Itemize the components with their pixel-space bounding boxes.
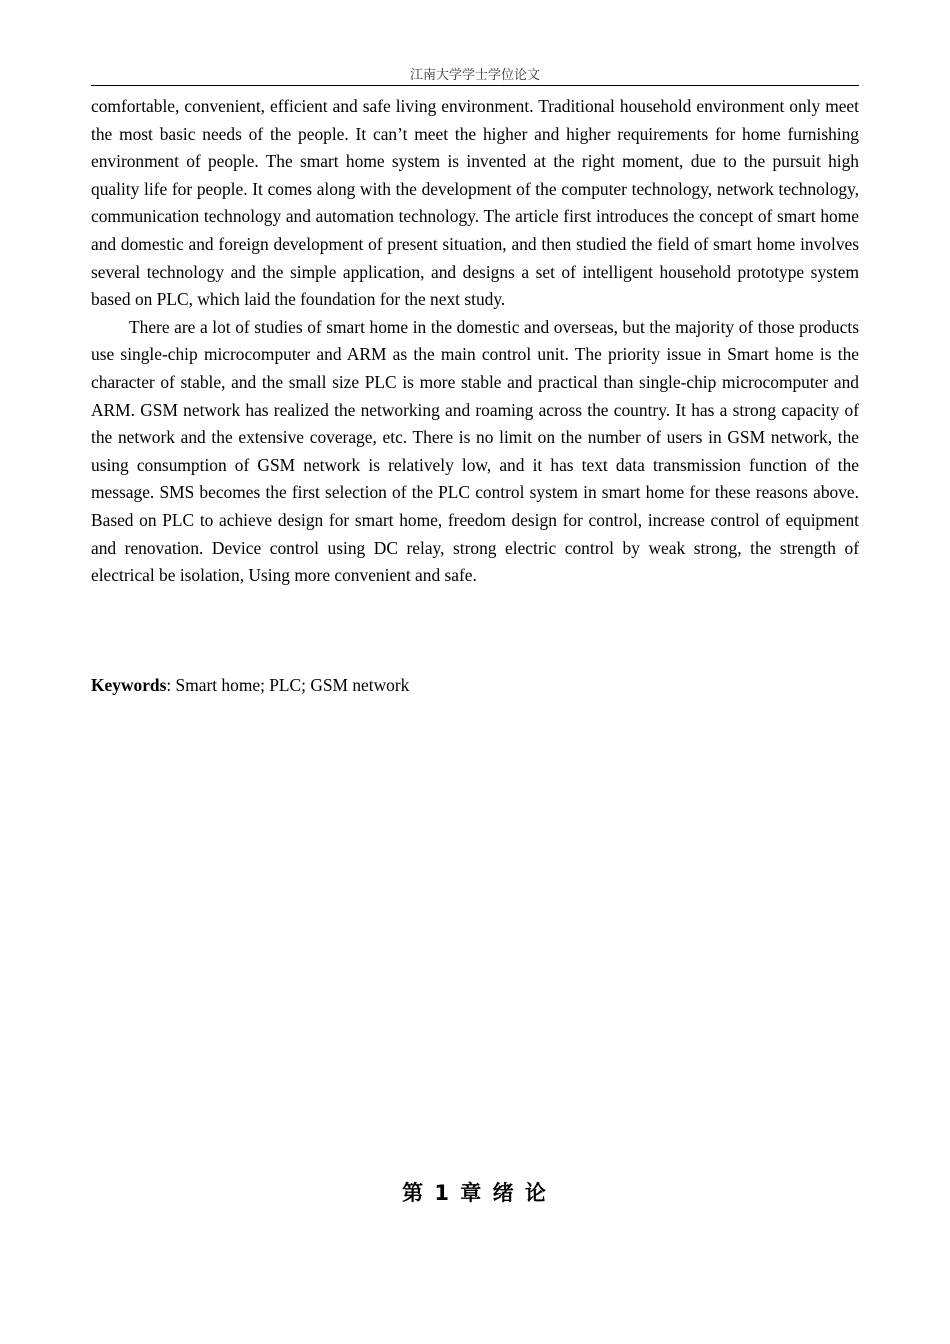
abstract-paragraph-1: comfortable, convenient, efficient and safe living environment. Traditional household environment only meet the most basic needs of the people. It can’t meet the higher and higher requirements for home furnishing environment of people. The smart home system is invented at the right moment, due to the pursuit high quality life for people. It comes along with the development of the computer technology, network technology, communication technology and automation technology. The article first introduces the concept of smart home and domestic and foreign development of present situation, and then studied the field of smart home involves several technology and the simple application, and designs a set of intelligent household prototype system based on PLC, which laid the foundation for the next study. bbox=[91, 96, 859, 310]
keywords-line bbox=[91, 672, 859, 700]
keywords-value: : Smart home; PLC; GSM network bbox=[166, 675, 410, 695]
page-header bbox=[91, 66, 859, 86]
chapter-title: 第 1 章 绪 论 bbox=[402, 1181, 548, 1205]
abstract-paragraph-2: There are a lot of studies of smart home in the domestic and overseas, but the majority of those products use single-chip microcomputer and ARM as the main control unit. The priority issue in Smart home is the character of stable, and the small size PLC is more stable and practical than single-chip microcomputer and ARM. GSM network has realized the networking and roaming across the country. It has a strong capacity of the network and the extensive coverage, etc. There is no limit on the number of users in GSM network, the using consumption of GSM network is relatively low, and it has text data transmission function of the message. SMS becomes the first selection of the PLC control system in smart home for these reasons above. Based on PLC to achieve design for smart home, freedom design for control, increase control of equipment and renovation. Device control using DC relay, strong electric control by weak strong, the strength of electrical be isolation, Using more convenient and safe. bbox=[91, 316, 859, 586]
keywords-label: Keywords bbox=[91, 675, 167, 695]
header-title: 江南大学学士学位论文 bbox=[409, 68, 540, 83]
abstract-body bbox=[91, 93, 859, 590]
